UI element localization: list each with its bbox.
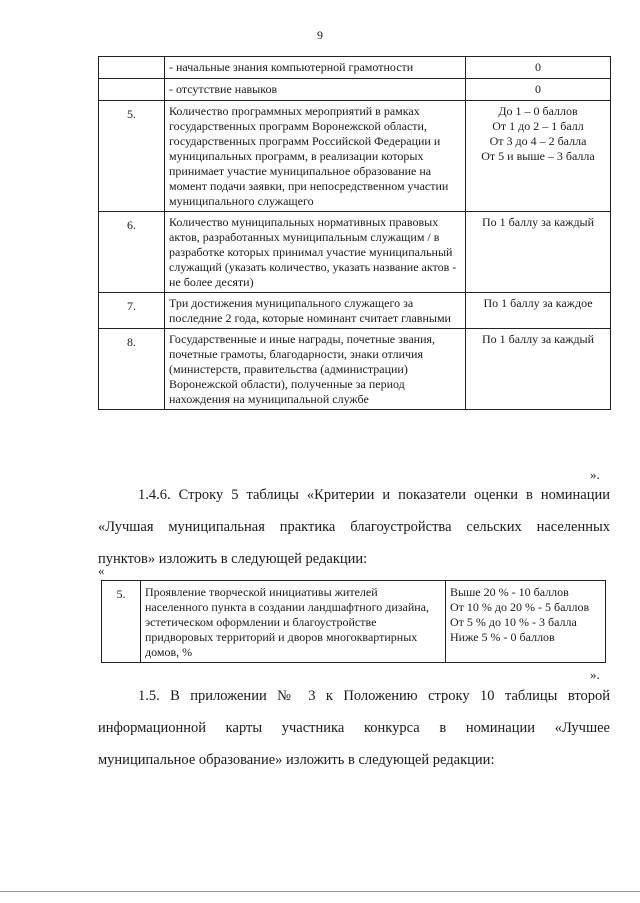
closing-quote: ».	[590, 667, 600, 682]
row-description: Проявление творческой инициативы жителей населенного пункта в создании ландшафтного дизайна, эстетическом оформлении и благоустройстве придворовых территорий и дворов многоквартирных домов, %	[141, 581, 446, 663]
row-description: Количество муниципальных нормативных правовых актов, разработанных муниципальным служащим / в разработке которых принимал участие муниципальный служащий (указать количество, указать название актов - не более десяти)	[165, 212, 466, 293]
paragraph-line: 1.4.6. Строку 5 таблицы «Критерии и показатели оценки в номинации	[138, 487, 610, 503]
row-number	[99, 57, 165, 79]
row-score	[466, 293, 611, 329]
closing-quote: ».	[590, 467, 600, 482]
table-row	[99, 329, 611, 410]
row-score	[446, 581, 606, 663]
row-score	[466, 212, 611, 293]
paragraph-1-5	[98, 680, 610, 776]
criteria-table	[98, 56, 611, 410]
row-score	[466, 101, 611, 212]
row-description: Три достижения муниципального служащего за последние 2 года, которые номинант считает главными	[165, 293, 466, 329]
replacement-row-table	[101, 580, 606, 663]
table-row	[99, 101, 611, 212]
page-number: 9	[317, 28, 323, 42]
score-line: От 5 % до 10 % - 3 балла	[450, 615, 577, 629]
score-line: 0	[535, 60, 541, 74]
table-row	[102, 581, 606, 663]
paragraph-1-4-6	[98, 479, 610, 575]
paragraph-line: «Лучшая муниципальная практика благоустройства сельских населенных	[98, 519, 610, 535]
row-score	[466, 57, 611, 79]
row-number: 5.	[99, 101, 165, 212]
row-description: - отсутствие навыков	[165, 79, 466, 101]
score-line: От 10 % до 20 % - 5 баллов	[450, 600, 590, 614]
row-description: - начальные знания компьютерной грамотности	[165, 57, 466, 79]
row-number: 8.	[99, 329, 165, 410]
score-line: 0	[535, 82, 541, 96]
score-line: По 1 баллу за каждый	[481, 332, 595, 346]
row-number: 6.	[99, 212, 165, 293]
opening-quote: «	[98, 563, 105, 578]
page-bottom-rule	[0, 891, 640, 892]
score-line: От 5 и выше – 3 балла	[481, 149, 595, 163]
table-row	[99, 293, 611, 329]
score-line: От 3 до 4 – 2 балла	[489, 134, 587, 148]
row-number: 5.	[102, 581, 141, 663]
row-score	[466, 79, 611, 101]
score-line: От 1 до 2 – 1 балл	[492, 119, 584, 133]
table-row	[99, 79, 611, 101]
paragraph-line: информационной карты участника конкурса в номинации «Лучшее	[98, 720, 610, 736]
row-score	[466, 329, 611, 410]
paragraph-line: муниципальное образование» изложить в следующей редакции:	[98, 752, 495, 768]
row-description: Государственные и иные награды, почетные звания, почетные грамоты, благодарности, знаки отличия (министерств, правительства (администрации) Воронежской области), полученные за период нахождения на муниципальной службе	[165, 329, 466, 410]
row-number	[99, 79, 165, 101]
score-line: По 1 баллу за каждое	[483, 296, 593, 310]
paragraph-line: пунктов» изложить в следующей редакции:	[98, 551, 368, 567]
table-row	[99, 57, 611, 79]
row-description: Количество программных мероприятий в рамках государственных программ Воронежской области, государственных программ Российской Федерации и муниципальных программ, в реализации которых принимает участие муниципальное образование на момент подачи заявки, при непосредственном участии муниципального служащего	[165, 101, 466, 212]
score-line: До 1 – 0 баллов	[498, 104, 578, 118]
paragraph-line: 1.5. В приложении № 3 к Положению строку 10 таблицы второй	[138, 688, 610, 704]
score-line: Ниже 5 % - 0 баллов	[450, 630, 555, 644]
score-line: Выше 20 % - 10 баллов	[450, 585, 569, 599]
score-line: По 1 баллу за каждый	[481, 215, 595, 229]
row-number: 7.	[99, 293, 165, 329]
table-row	[99, 212, 611, 293]
